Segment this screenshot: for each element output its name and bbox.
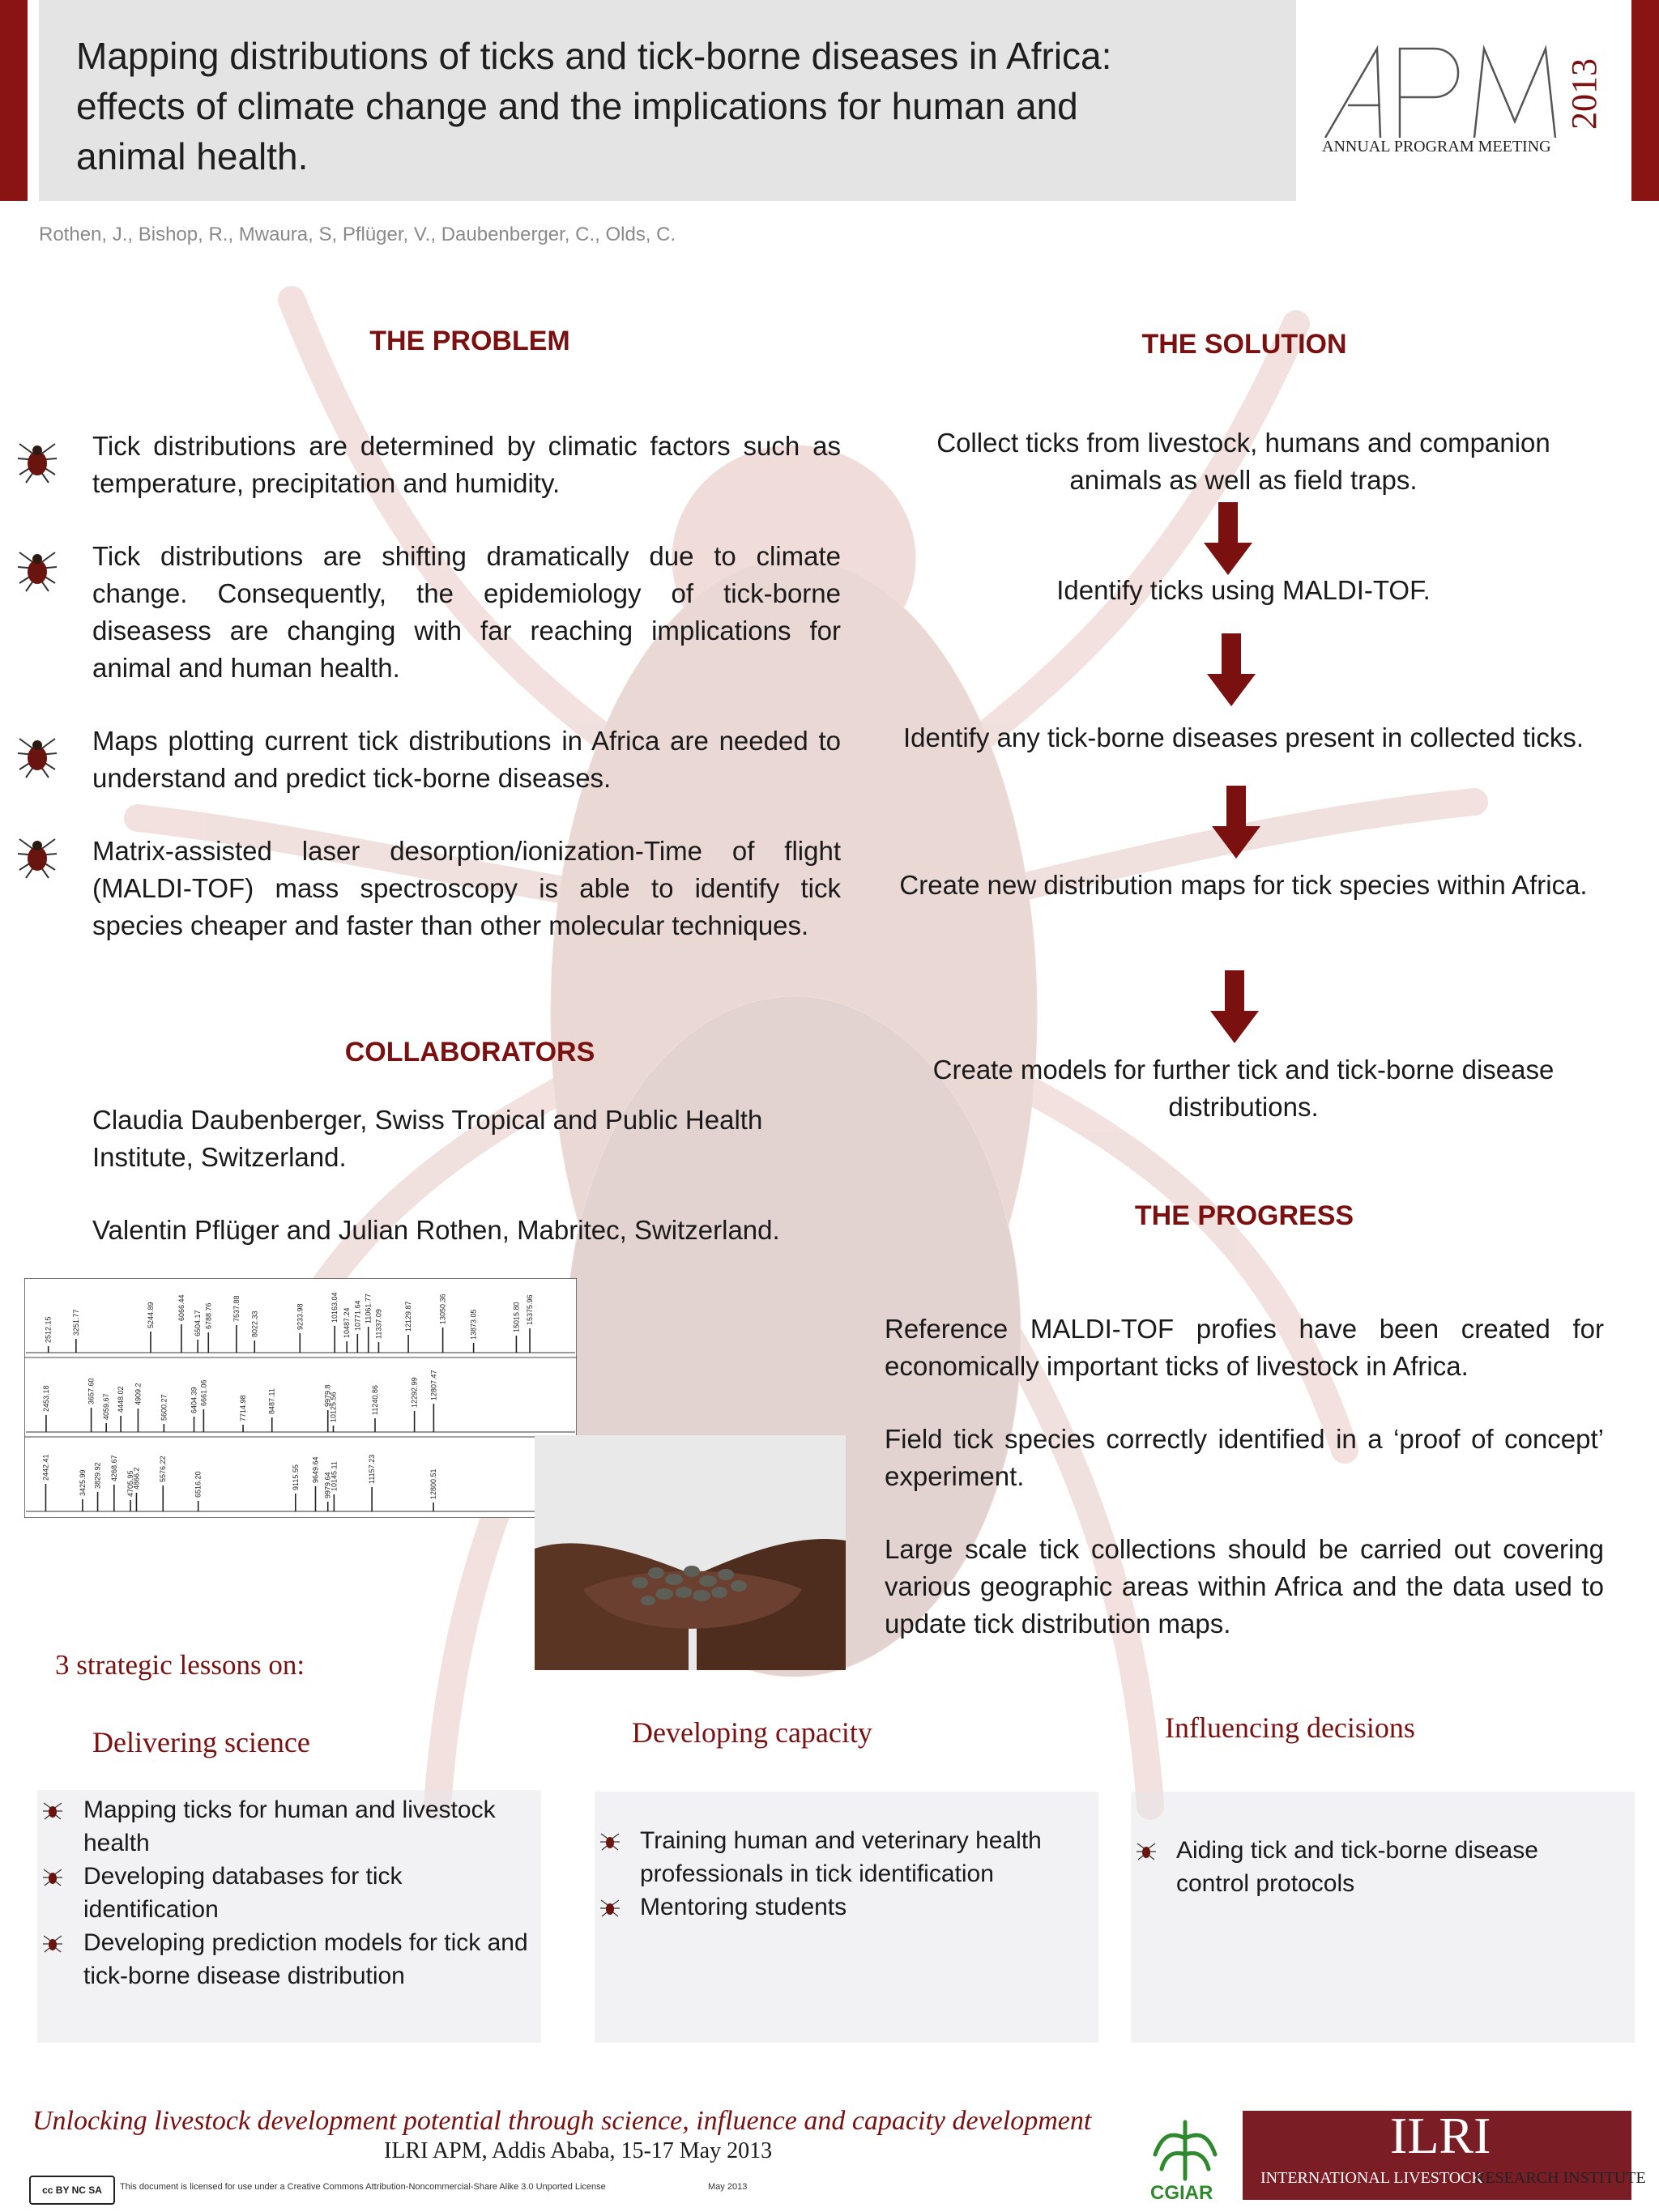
down-arrow-icon <box>1210 970 1259 1043</box>
title-line: Mapping distributions of ticks and tick-borne diseases in Africa: <box>76 35 1112 77</box>
spectrum-peak-label: 12807.47 <box>429 1370 438 1400</box>
spectrum-peak-label: 4268.67 <box>109 1455 118 1481</box>
solution-step-2: Identify ticks using MALDI-TOF. <box>1056 575 1431 605</box>
spectrum-peak-label: 2512.15 <box>44 1316 53 1343</box>
spectrum-peak-label: 5600.27 <box>160 1394 168 1421</box>
authors: Rothen, J., Bishop, R., Mwaura, S, Pflüger, V., Daubenberger, C., Olds, C. <box>39 224 676 245</box>
cgiar-logo-icon <box>1141 2106 1230 2184</box>
spectrum-peak-label: 6066.44 <box>177 1294 186 1321</box>
lesson-item: Mentoring students <box>640 1894 847 1920</box>
tick-bullet-icon <box>11 541 63 593</box>
cc-license-badge: cc BY NC SA <box>29 2176 115 2205</box>
collaborator-2: Valentin Pflüger and Julian Rothen, Mabritec, Switzerland. <box>92 1215 780 1245</box>
lesson-heading-developing-capacity: Developing capacity <box>632 1716 872 1749</box>
apm-logo <box>1312 16 1628 170</box>
problem-bullet-4: Matrix-assisted laser desorption/ionization-Time of flight (MALDI-TOF) mass spectroscopy is able to identify tick species cheaper and faster than other molecular techniques. <box>92 836 841 940</box>
lesson-item: Training human and veterinary health professionals in tick identification <box>640 1827 1042 1887</box>
spectrum-peak-label: 12292.99 <box>410 1377 419 1408</box>
cgiar-logo-text: CGIAR <box>1150 2182 1213 2204</box>
down-arrow-icon <box>1212 786 1260 859</box>
spectrum-peak-label: 6661.06 <box>199 1379 208 1406</box>
ilri-name-right: RESEARCH INSTITUTE <box>1474 2169 1646 2187</box>
spectrum-peak-label: 9979.8 <box>323 1384 332 1407</box>
tick-bullet-icon <box>598 1895 622 1920</box>
spectrum-peak-label: 11240.86 <box>370 1385 379 1415</box>
progress-paragraph-2: Field tick species correctly identified in a ‘proof of concept’ experiment. <box>885 1424 1604 1491</box>
spectrum-peak-label: 11337.09 <box>374 1309 383 1339</box>
solution-heading: THE SOLUTION <box>1141 329 1347 360</box>
maldi-tof-spectra-figure <box>24 1278 577 1518</box>
footer-tagline: Unlocking livestock development potential through science, influence and capacity development <box>32 2106 1092 2136</box>
spectrum-peak-label: 4705.95 <box>126 1470 135 1497</box>
spectrum-peak-label: 6788.76 <box>204 1302 213 1329</box>
spectrum-peak-label: 2453.18 <box>41 1385 50 1412</box>
lesson-item: Mapping ticks for human and livestock health <box>83 1796 496 1856</box>
lesson-item: Aiding tick and tick-borne disease control protocols <box>1176 1837 1538 1897</box>
collaborator-1: Claudia Daubenberger, Swiss Tropical and Public Health Institute, Switzerland. <box>92 1105 763 1172</box>
lesson-heading-delivering-science: Delivering science <box>92 1726 310 1758</box>
lessons-intro: 3 strategic lessons on: <box>55 1649 305 1681</box>
lesson-item: Developing databases for tick identification <box>83 1863 403 1923</box>
right-accent-bar <box>1631 0 1659 201</box>
problem-bullet-1: Tick distributions are determined by climatic factors such as temperature, precipitation and humidity. <box>92 431 841 498</box>
tick-bullet-icon <box>41 1931 65 1955</box>
license-date: May 2013 <box>708 2182 748 2192</box>
spectrum-peak-label: 2442.41 <box>41 1454 50 1481</box>
spectrum-peak-label: 10145.11 <box>330 1461 339 1491</box>
spectrum-peak-label: 9979.64 <box>323 1472 332 1498</box>
solution-step-4: Create new distribution maps for tick species within Africa. <box>899 870 1588 900</box>
spectrum-peak-label: 6504.17 <box>194 1310 203 1336</box>
spectrum-peak-label: 10487.24 <box>343 1307 352 1338</box>
spectrum-peak-label: 8487.11 <box>267 1388 276 1414</box>
spectrum-peak-label: 15015.80 <box>512 1302 521 1332</box>
lesson-box-influencing-decisions <box>1131 1792 1635 2043</box>
spectrum-peak-label: 11157.23 <box>368 1454 377 1484</box>
title-line: animal health. <box>76 135 309 177</box>
spectrum-peak-label: 13873.05 <box>469 1309 478 1340</box>
problem-heading: THE PROBLEM <box>369 326 570 356</box>
spectrum-peak-label: 3829.92 <box>93 1462 102 1489</box>
apm-logo-caption: ANNUAL PROGRAM MEETING <box>1322 138 1551 156</box>
down-arrow-icon <box>1207 633 1256 706</box>
spectrum-peak-label: 15375.96 <box>526 1294 535 1325</box>
collaborators-heading: COLLABORATORS <box>344 1037 595 1068</box>
spectrum-peak-label: 9649.64 <box>311 1456 320 1483</box>
spectrum-peak-label: 11061.77 <box>364 1294 373 1323</box>
spectrum-peak-label: 6404.39 <box>190 1387 198 1413</box>
lesson-heading-influencing-decisions: Influencing decisions <box>1165 1711 1415 1744</box>
spectrum-peak-label: 10771.64 <box>353 1300 362 1331</box>
poster-title <box>76 31 1259 181</box>
tick-bullet-icon <box>11 727 63 779</box>
lesson-box-delivering-science <box>37 1790 541 2043</box>
spectrum-peak-label: 4866.2 <box>132 1467 141 1490</box>
solution-step-5: Create models for further tick and tick-borne disease distributions. <box>932 1055 1555 1122</box>
apm-logo-year: 2013 <box>1564 58 1604 130</box>
tick-bullet-icon <box>41 1865 65 1889</box>
ilri-logo-letters: ILRI <box>1390 2107 1491 2164</box>
tick-bullet-icon <box>598 1829 622 1853</box>
progress-paragraph-1: Reference MALDI-TOF profies have been created for economically important ticks of livestock in Africa. <box>885 1314 1604 1381</box>
tick-bullet-icon <box>41 1798 65 1822</box>
tick-bullet-icon <box>11 433 63 484</box>
spectrum-peak-label: 3657.60 <box>87 1378 96 1404</box>
spectrum-peak-label: 4909.2 <box>134 1383 143 1405</box>
title-line: effects of climate change and the implications for human and <box>76 85 1078 127</box>
spectrum-peak-label: 7714.98 <box>239 1395 248 1421</box>
left-accent-bar <box>0 0 28 201</box>
spectrum-peak-label: 9115.55 <box>291 1464 300 1490</box>
problem-bullet-2: Tick distributions are shifting dramatically due to climate change. Consequently, the epidemiology of tick-borne diseasess are changing with far reaching implications for animal and human health. <box>92 541 841 683</box>
spectrum-peak-label: 6516.20 <box>194 1471 203 1498</box>
spectrum-peak-label: 3251.77 <box>71 1309 80 1336</box>
progress-heading: THE PROGRESS <box>1134 1200 1354 1231</box>
lesson-box-developing-capacity <box>595 1792 1098 2043</box>
license-text: This document is licensed for use under a Creative Commons Attribution-Noncommercial-Share Alike 3.0 Unported License <box>120 2182 606 2192</box>
footer-event: ILRI APM, Addis Ababa, 15-17 May 2013 <box>384 2138 773 2163</box>
spectrum-peak-label: 12129.87 <box>404 1301 413 1332</box>
spectrum-peak-label: 10125.56 <box>329 1392 338 1422</box>
spectrum-peak-label: 5576.22 <box>159 1455 168 1482</box>
progress-paragraph-3: Large scale tick collections should be carried out covering various geographic areas within Africa and the data used to update tick distribution maps. <box>885 1534 1604 1639</box>
spectrum-peak-label: 13050.36 <box>438 1294 447 1324</box>
solution-step-3: Identify any tick-borne diseases present in collected ticks. <box>902 722 1584 752</box>
tick-bullet-icon <box>11 828 63 880</box>
spectrum-peak-label: 4448.02 <box>117 1386 126 1413</box>
ticks-in-hands-photo <box>535 1435 846 1670</box>
ilri-name-left: INTERNATIONAL LIVESTOCK <box>1260 2169 1483 2187</box>
solution-step-1: Collect ticks from livestock, humans and companion animals as well as field traps. <box>936 428 1550 495</box>
spectrum-peak-label: 12800.51 <box>429 1468 438 1499</box>
problem-bullet-3: Maps plotting current tick distributions in Africa are needed to understand and predict tick-borne diseases. <box>92 726 841 793</box>
spectrum-peak-label: 5244.89 <box>146 1302 155 1328</box>
lesson-item: Developing prediction models for tick and tick-borne disease distribution <box>83 1929 528 1989</box>
down-arrow-icon <box>1204 502 1252 575</box>
spectrum-peak-label: 3425.99 <box>78 1469 87 1496</box>
spectrum-peak-label: 4059.67 <box>102 1393 111 1420</box>
spectrum-peak-label: 10163.04 <box>331 1292 339 1323</box>
tick-bullet-icon <box>1134 1839 1158 1863</box>
spectrum-peak-label: 9233.98 <box>296 1303 305 1330</box>
spectrum-peak-label: 7537.88 <box>232 1295 241 1322</box>
spectrum-peak-label: 8022.33 <box>250 1311 259 1337</box>
